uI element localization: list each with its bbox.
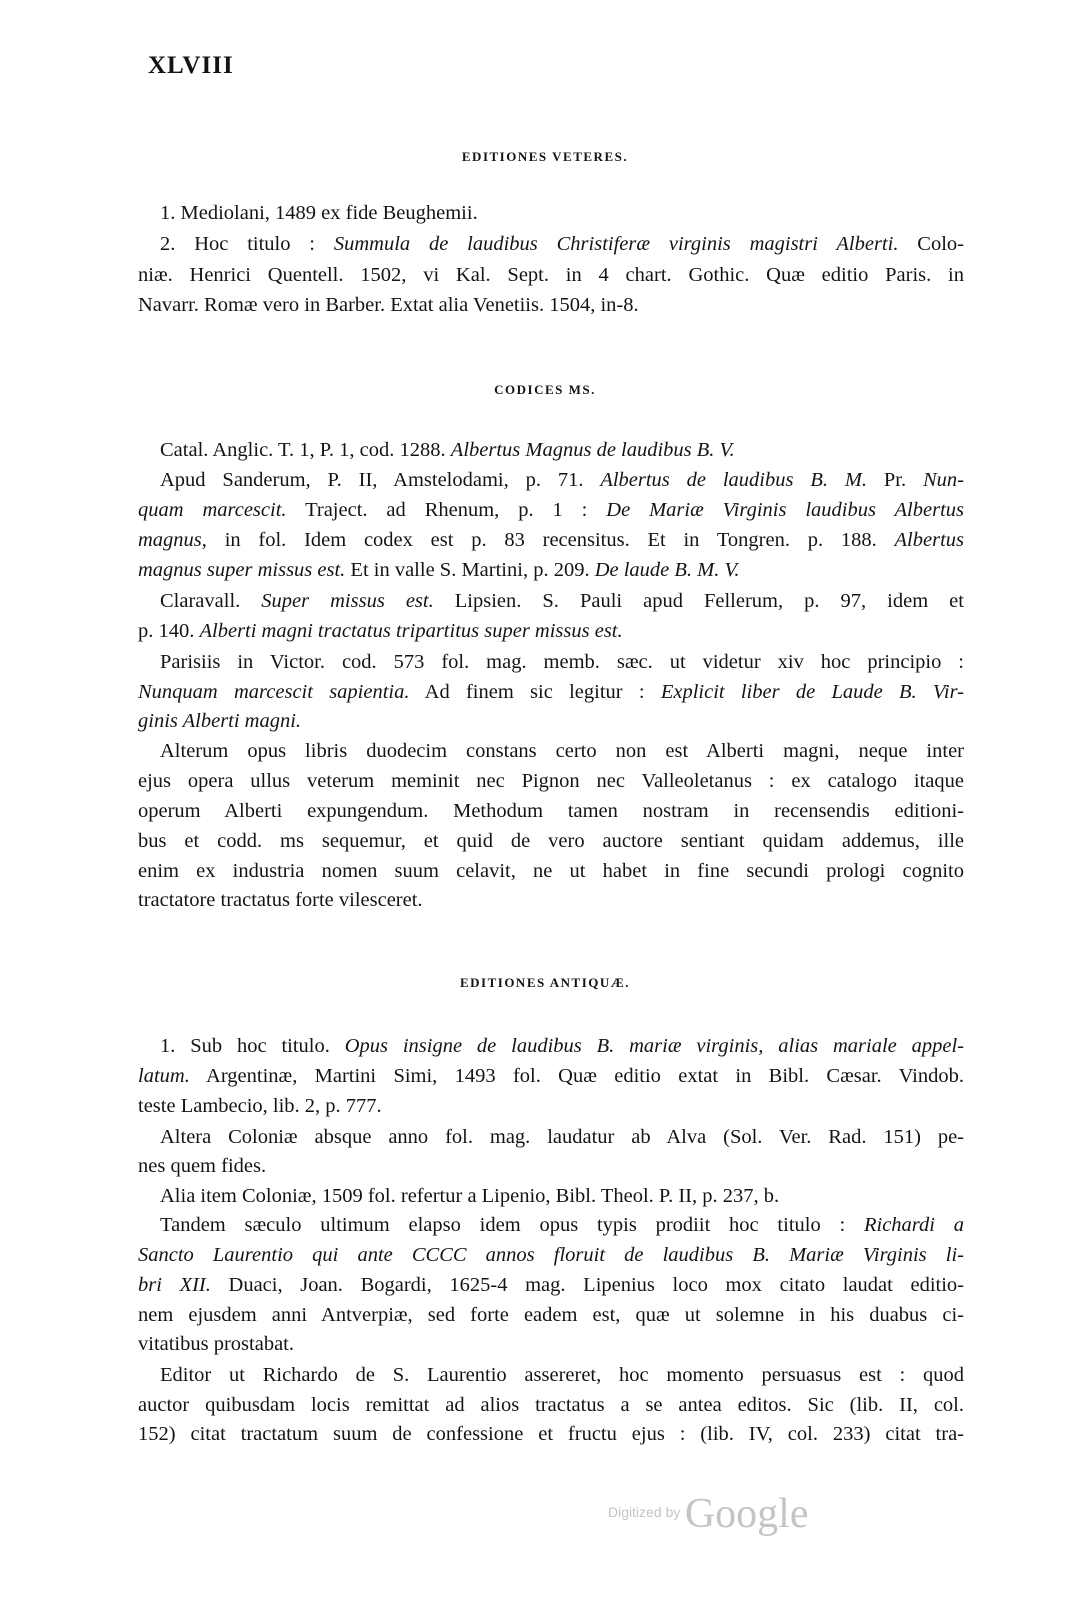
text-line: 2. Hoc titulo : Summula de laudibus Christiferæ virginis magistri Alberti. Colo- bbox=[160, 233, 964, 255]
text-line: 1. Mediolani, 1489 ex fide Beughemii. bbox=[160, 202, 478, 224]
google-logo: Google bbox=[684, 1491, 809, 1537]
text-line: Alterum opus libris duodecim constans certo non est Alberti magni, neque inter bbox=[160, 740, 964, 762]
text-line: auctor quibusdam locis remittat ad alios tractatus a se antea editos. Sic (lib. II, col. bbox=[138, 1394, 964, 1416]
text-line: Altera Coloniæ absque anno fol. mag. laudatur ab Alva (Sol. Ver. Rad. 151) pe- bbox=[160, 1126, 964, 1148]
text-line: bri XII. Duaci, Joan. Bogardi, 1625-4 mag. Lipenius loco mox citato laudat editio- bbox=[138, 1274, 964, 1296]
text-line: Catal. Anglic. T. 1, P. 1, cod. 1288. Albertus Magnus de laudibus B. V. bbox=[160, 439, 735, 461]
section-heading-editiones-antiquae: EDITIONES ANTIQUÆ. bbox=[459, 975, 631, 990]
digitized-by-label: Digitized by bbox=[608, 1504, 681, 1520]
text-line: Claravall. Super missus est. Lipsien. S. Pauli apud Fellerum, p. 97, idem et bbox=[160, 590, 964, 612]
text-line: Alia item Coloniæ, 1509 fol. refertur a Lipenio, Bibl. Theol. P. II, p. 237, b. bbox=[160, 1185, 780, 1207]
section-heading-codices-ms: CODICES MS. bbox=[494, 382, 596, 397]
text-line: quam marcescit. Traject. ad Rhenum, p. 1 : De Mariæ Virginis laudibus Albertus bbox=[138, 499, 964, 521]
text-line: Parisiis in Victor. cod. 573 fol. mag. memb. sæc. ut videtur xiv hoc principio : bbox=[160, 651, 964, 673]
text-line: 152) citat tractatum suum de confessione et fructu ejus : (lib. IV, col. 233) citat tra- bbox=[138, 1423, 964, 1445]
text-line: magnus super missus est. Et in valle S. Martini, p. 209. De laude B. M. V. bbox=[138, 559, 740, 581]
text-line: operum Alberti expungendum. Methodum tamen nostram in recensendis editioni- bbox=[138, 800, 964, 822]
text-line: niæ. Henrici Quentell. 1502, vi Kal. Sept. in 4 chart. Gothic. Quæ editio Paris. in bbox=[138, 264, 964, 286]
text-line: Editor ut Richardo de S. Laurentio assereret, hoc momento persuasus est : quod bbox=[160, 1364, 964, 1386]
text-line: magnus, in fol. Idem codex est p. 83 recensitus. Et in Tongren. p. 188. Albertus bbox=[138, 529, 964, 551]
text-line: Sancto Laurentio qui ante CCCC annos floruit de laudibus B. Mariæ Virginis li- bbox=[138, 1244, 964, 1266]
section-heading-editiones-veteres: EDITIONES VETERES. bbox=[461, 149, 629, 164]
text-line: enim ex industria nomen suum celavit, ne ut habet in fine secundi prologi cognito bbox=[138, 860, 964, 882]
digitized-by-google-watermark bbox=[608, 1490, 808, 1550]
text-line: ejus opera ullus veterum meminit nec Pignon nec Valleoletanus : ex catalogo itaque bbox=[138, 770, 964, 792]
text-line: latum. Argentinæ, Martini Simi, 1493 fol. Quæ editio extat in Bibl. Cæsar. Vindob. bbox=[138, 1065, 964, 1087]
text-line: 1. Sub hoc titulo. Opus insigne de laudibus B. mariæ virginis, alias mariale appel- bbox=[160, 1035, 964, 1057]
text-line: nem ejusdem anni Antverpiæ, sed forte eadem est, quæ ut solemne in his duabus ci- bbox=[138, 1304, 964, 1326]
text-line: ginis Alberti magni. bbox=[138, 710, 302, 732]
text-line: vitatibus prostabat. bbox=[138, 1333, 295, 1355]
text-line: teste Lambecio, lib. 2, p. 777. bbox=[138, 1095, 382, 1117]
text-line: Tandem sæculo ultimum elapso idem opus typis prodiit hoc titulo : Richardi a bbox=[160, 1214, 964, 1236]
text-line: Apud Sanderum, P. II, Amstelodami, p. 71. Albertus de laudibus B. M. Pr. Nun- bbox=[160, 469, 964, 491]
text-line: tractatore tractatus forte vilesceret. bbox=[138, 889, 423, 911]
text-line: Nunquam marcescit sapientia. Ad finem sic legitur : Explicit liber de Laude B. Vir- bbox=[138, 681, 964, 703]
text-line: nes quem fides. bbox=[138, 1155, 267, 1177]
text-line: Navarr. Romæ vero in Barber. Extat alia Venetiis. 1504, in-8. bbox=[138, 294, 639, 316]
page-number: XLVIII bbox=[148, 52, 234, 79]
text-line: p. 140. Alberti magni tractatus tripartitus super missus est. bbox=[138, 620, 623, 642]
text-line: bus et codd. ms sequemur, et quid de vero auctore sentiant quidam addemus, ille bbox=[138, 830, 964, 852]
